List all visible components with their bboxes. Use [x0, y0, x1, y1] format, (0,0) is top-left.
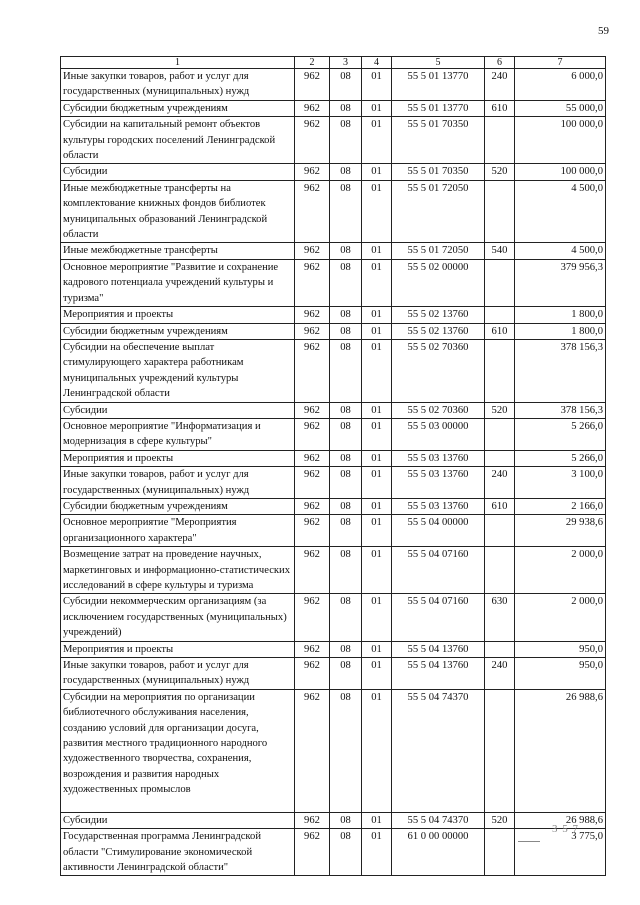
cell-name: Мероприятия и проекты [61, 641, 295, 657]
cell-section: 08 [330, 515, 362, 547]
cell-name: Субсидии на мероприятия по организации библиотечного обслуживания населения, созданию условий для организации досуга, развития местного традиционного народного художественного творчества, сохранения, возрождения и развития народных художественных промыслов [61, 689, 295, 812]
cell-amount: 3 775,0 [515, 829, 606, 876]
cell-expense-type: 520 [485, 164, 515, 180]
cell-name: Субсидии некоммерческим организациям (за исключением государственных (муниципальных) учреждений) [61, 594, 295, 641]
cell-amount: 5 266,0 [515, 418, 606, 450]
cell-expense-type: 610 [485, 323, 515, 339]
cell-name: Иные закупки товаров, работ и услуг для государственных (муниципальных) нужд [61, 658, 295, 690]
cell-target-article: 55 5 04 74370 [392, 689, 485, 812]
cell-target-article: 55 5 03 13760 [392, 498, 485, 514]
cell-code-ministry: 962 [295, 259, 330, 306]
cell-expense-type: 240 [485, 69, 515, 101]
table-row [61, 164, 606, 180]
table-row [61, 339, 606, 402]
cell-subsection: 01 [362, 594, 392, 641]
cell-section: 08 [330, 498, 362, 514]
cell-name: Иные закупки товаров, работ и услуг для государственных (муниципальных) нужд [61, 467, 295, 499]
cell-amount: 100 000,0 [515, 164, 606, 180]
cell-code-ministry: 962 [295, 243, 330, 259]
budget-table [60, 56, 606, 876]
cell-target-article: 55 5 02 70360 [392, 339, 485, 402]
cell-expense-type [485, 829, 515, 876]
cell-name: Субсидии [61, 164, 295, 180]
cell-target-article: 55 5 01 13770 [392, 100, 485, 116]
cell-subsection: 01 [362, 658, 392, 690]
cell-subsection: 01 [362, 515, 392, 547]
cell-subsection: 01 [362, 243, 392, 259]
cell-section: 08 [330, 467, 362, 499]
cell-subsection: 01 [362, 812, 392, 828]
cell-expense-type: 610 [485, 498, 515, 514]
cell-subsection: 01 [362, 498, 392, 514]
page-number: 59 [598, 25, 609, 37]
cell-code-ministry: 962 [295, 467, 330, 499]
cell-code-ministry: 962 [295, 100, 330, 116]
cell-amount: 2 000,0 [515, 594, 606, 641]
cell-target-article: 55 5 04 07160 [392, 547, 485, 594]
cell-section: 08 [330, 339, 362, 402]
cell-subsection: 01 [362, 402, 392, 418]
header-col-4: 4 [362, 57, 392, 69]
cell-section: 08 [330, 164, 362, 180]
table-row [61, 812, 606, 828]
cell-name: Субсидии на обеспечение выплат стимулирующего характера работникам муниципальных учреждений культуры Ленинградской области [61, 339, 295, 402]
cell-name: Субсидии бюджетным учреждениям [61, 323, 295, 339]
cell-amount: 1 800,0 [515, 323, 606, 339]
cell-section: 08 [330, 307, 362, 323]
cell-subsection: 01 [362, 467, 392, 499]
cell-section: 08 [330, 402, 362, 418]
cell-section: 08 [330, 689, 362, 812]
cell-subsection: 01 [362, 259, 392, 306]
cell-section: 08 [330, 69, 362, 101]
cell-target-article: 55 5 01 72050 [392, 243, 485, 259]
table-row [61, 829, 606, 876]
table-row [61, 69, 606, 101]
cell-section: 08 [330, 180, 362, 243]
cell-code-ministry: 962 [295, 323, 330, 339]
cell-target-article: 55 5 04 74370 [392, 812, 485, 828]
cell-section: 08 [330, 829, 362, 876]
cell-amount: 950,0 [515, 658, 606, 690]
cell-target-article: 55 5 04 13760 [392, 658, 485, 690]
cell-target-article: 55 5 02 00000 [392, 259, 485, 306]
cell-expense-type: 610 [485, 100, 515, 116]
cell-amount: 100 000,0 [515, 117, 606, 164]
table-row [61, 450, 606, 466]
cell-name: Субсидии бюджетным учреждениям [61, 498, 295, 514]
cell-code-ministry: 962 [295, 418, 330, 450]
cell-amount: 1 800,0 [515, 307, 606, 323]
cell-code-ministry: 962 [295, 498, 330, 514]
cell-expense-type: 520 [485, 812, 515, 828]
cell-name: Иные межбюджетные трансферты на комплектование книжных фондов библиотек муниципальных образований Ленинградской области [61, 180, 295, 243]
cell-target-article: 55 5 01 72050 [392, 180, 485, 243]
cell-code-ministry: 962 [295, 69, 330, 101]
cell-section: 08 [330, 418, 362, 450]
cell-code-ministry: 962 [295, 307, 330, 323]
cell-section: 08 [330, 641, 362, 657]
header-col-5: 5 [392, 57, 485, 69]
cell-name: Иные межбюджетные трансферты [61, 243, 295, 259]
table-row [61, 515, 606, 547]
table-row [61, 117, 606, 164]
cell-subsection: 01 [362, 307, 392, 323]
cell-section: 08 [330, 450, 362, 466]
table-row [61, 180, 606, 243]
table-row [61, 418, 606, 450]
table-row [61, 689, 606, 812]
cell-expense-type [485, 450, 515, 466]
cell-code-ministry: 962 [295, 812, 330, 828]
table-row [61, 323, 606, 339]
cell-subsection: 01 [362, 323, 392, 339]
table-row [61, 641, 606, 657]
table-row [61, 259, 606, 306]
table-row [61, 594, 606, 641]
cell-section: 08 [330, 100, 362, 116]
cell-code-ministry: 962 [295, 594, 330, 641]
cell-expense-type [485, 547, 515, 594]
cell-code-ministry: 962 [295, 180, 330, 243]
cell-name: Основное мероприятие "Информатизация и модернизация в сфере культуры" [61, 418, 295, 450]
cell-amount: 26 988,6 [515, 812, 606, 828]
table-row [61, 467, 606, 499]
cell-subsection: 01 [362, 100, 392, 116]
table-row [61, 547, 606, 594]
cell-name: Мероприятия и проекты [61, 450, 295, 466]
cell-section: 08 [330, 323, 362, 339]
header-col-7: 7 [515, 57, 606, 69]
cell-expense-type [485, 515, 515, 547]
cell-target-article: 55 5 02 70360 [392, 402, 485, 418]
cell-target-article: 55 5 01 70350 [392, 164, 485, 180]
header-col-2: 2 [295, 57, 330, 69]
cell-target-article: 61 0 00 00000 [392, 829, 485, 876]
cell-amount: 950,0 [515, 641, 606, 657]
cell-amount: 378 156,3 [515, 339, 606, 402]
cell-code-ministry: 962 [295, 641, 330, 657]
cell-target-article: 55 5 02 13760 [392, 323, 485, 339]
cell-amount: 2 166,0 [515, 498, 606, 514]
divider [518, 841, 540, 842]
cell-name: Государственная программа Ленинградской области "Стимулирование экономической активности Ленинградской области" [61, 829, 295, 876]
cell-amount: 26 988,6 [515, 689, 606, 812]
cell-amount: 3 100,0 [515, 467, 606, 499]
cell-expense-type [485, 641, 515, 657]
cell-name: Субсидии бюджетным учреждениям [61, 100, 295, 116]
cell-target-article: 55 5 02 13760 [392, 307, 485, 323]
table-row [61, 498, 606, 514]
cell-target-article: 55 5 04 13760 [392, 641, 485, 657]
cell-code-ministry: 962 [295, 450, 330, 466]
cell-name: Иные закупки товаров, работ и услуг для государственных (муниципальных) нужд [61, 69, 295, 101]
cell-target-article: 55 5 03 13760 [392, 467, 485, 499]
cell-subsection: 01 [362, 180, 392, 243]
cell-subsection: 01 [362, 69, 392, 101]
cell-expense-type [485, 307, 515, 323]
cell-name: Основное мероприятие "Развитие и сохранение кадрового потенциала учреждений культуры и туризма" [61, 259, 295, 306]
cell-subsection: 01 [362, 164, 392, 180]
cell-expense-type: 240 [485, 658, 515, 690]
table-row [61, 243, 606, 259]
cell-subsection: 01 [362, 450, 392, 466]
cell-expense-type [485, 117, 515, 164]
cell-target-article: 55 5 01 13770 [392, 69, 485, 101]
header-col-6: 6 [485, 57, 515, 69]
cell-expense-type [485, 339, 515, 402]
cell-name: Основное мероприятие "Мероприятия организационного характера" [61, 515, 295, 547]
cell-name: Субсидии [61, 402, 295, 418]
cell-subsection: 01 [362, 689, 392, 812]
cell-expense-type [485, 418, 515, 450]
cell-subsection: 01 [362, 117, 392, 164]
table-row [61, 100, 606, 116]
cell-section: 08 [330, 243, 362, 259]
cell-name: Субсидии [61, 812, 295, 828]
cell-amount: 5 266,0 [515, 450, 606, 466]
cell-amount: 29 938,6 [515, 515, 606, 547]
cell-section: 08 [330, 594, 362, 641]
header-col-1: 1 [61, 57, 295, 69]
cell-expense-type: 520 [485, 402, 515, 418]
cell-amount: 4 500,0 [515, 243, 606, 259]
cell-target-article: 55 5 01 70350 [392, 117, 485, 164]
cell-section: 08 [330, 547, 362, 594]
cell-section: 08 [330, 117, 362, 164]
cell-section: 08 [330, 259, 362, 306]
cell-subsection: 01 [362, 829, 392, 876]
cell-code-ministry: 962 [295, 402, 330, 418]
cell-amount: 6 000,0 [515, 69, 606, 101]
cell-expense-type [485, 180, 515, 243]
cell-target-article: 55 5 04 00000 [392, 515, 485, 547]
cell-expense-type: 240 [485, 467, 515, 499]
cell-code-ministry: 962 [295, 658, 330, 690]
cell-name: Возмещение затрат на проведение научных, маркетинговых и информационно-статистических исследований в сфере культуры и туризма [61, 547, 295, 594]
cell-amount: 55 000,0 [515, 100, 606, 116]
cell-code-ministry: 962 [295, 547, 330, 594]
cell-code-ministry: 962 [295, 515, 330, 547]
table-row [61, 402, 606, 418]
cell-section: 08 [330, 812, 362, 828]
cell-subsection: 01 [362, 547, 392, 594]
cell-code-ministry: 962 [295, 689, 330, 812]
cell-code-ministry: 962 [295, 164, 330, 180]
cell-amount: 2 000,0 [515, 547, 606, 594]
table-row [61, 307, 606, 323]
cell-code-ministry: 962 [295, 829, 330, 876]
cell-expense-type [485, 259, 515, 306]
cell-section: 08 [330, 658, 362, 690]
cell-expense-type: 540 [485, 243, 515, 259]
header-col-3: 3 [330, 57, 362, 69]
cell-target-article: 55 5 03 00000 [392, 418, 485, 450]
cell-name: Субсидии на капитальный ремонт объектов культуры городских поселений Ленинградской области [61, 117, 295, 164]
table-row [61, 658, 606, 690]
handwritten-mark: 3 5 7 [552, 823, 579, 835]
cell-amount: 379 956,3 [515, 259, 606, 306]
header-row [61, 57, 606, 69]
cell-expense-type [485, 689, 515, 812]
cell-target-article: 55 5 04 07160 [392, 594, 485, 641]
cell-target-article: 55 5 03 13760 [392, 450, 485, 466]
cell-code-ministry: 962 [295, 339, 330, 402]
cell-code-ministry: 962 [295, 117, 330, 164]
cell-amount: 378 156,3 [515, 402, 606, 418]
cell-subsection: 01 [362, 641, 392, 657]
cell-subsection: 01 [362, 339, 392, 402]
cell-name: Мероприятия и проекты [61, 307, 295, 323]
cell-expense-type: 630 [485, 594, 515, 641]
cell-subsection: 01 [362, 418, 392, 450]
cell-amount: 4 500,0 [515, 180, 606, 243]
